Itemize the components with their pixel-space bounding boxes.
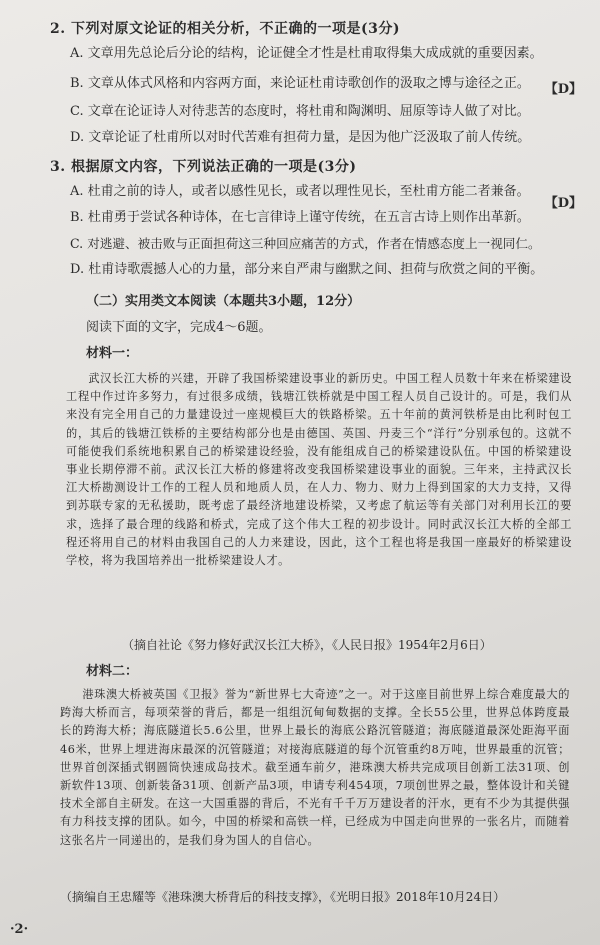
q2-option-b: B. 文章从体式风格和内容两方面，来论证杜甫诗歌创作的汲取之博与途径之正。 — [70, 76, 530, 91]
q3-answer-mark: 【D】 — [544, 196, 582, 211]
q3-option-d: D. 杜甫诗歌震撼人心的力量，部分来自严肃与幽默之间、担荷与欣赏之间的平衡。 — [70, 262, 544, 277]
question-2-stem: 2. 下列对原文论证的相关分析，不正确的一项是(3分) — [50, 21, 400, 37]
q2-option-c: C. 文章在论证诗人对待悲苦的态度时，将杜甫和陶渊明、屈原等诗人做了对比。 — [70, 104, 530, 119]
q2-answer-mark: 【D】 — [544, 82, 582, 97]
q3-option-c: C. 对逃避、被击败与正面担荷这三种回应痛苦的方式，作者在情感态度上一视同仁。 — [70, 236, 541, 251]
material-1-source: （摘自社论《努力修好武汉长江大桥》，《人民日报》1954年2月6日） — [122, 638, 492, 652]
page-number: ·2· — [10, 922, 29, 937]
material-1-label: 材料一： — [86, 346, 139, 361]
q2-option-d: D. 文章论证了杜甫所以对时代苦难有担荷力量，是因为他广泛汲取了前人传统。 — [70, 130, 531, 145]
q3-option-b: B. 杜甫勇于尝试各种诗体，在七言律诗上谨守传统，在五言古诗上则作出革新。 — [70, 210, 530, 225]
section-heading: （二）实用类文本阅读（本题共3小题，12分） — [86, 294, 361, 309]
material-2-label: 材料二： — [86, 664, 139, 679]
section-instruction: 阅读下面的文字，完成4～6题。 — [86, 320, 272, 335]
q3-option-a: A. 杜甫之前的诗人，或者以感性见长，或者以理性见长，至杜甫方能二者兼备。 — [70, 184, 530, 199]
material-2-text: 港珠澳大桥被英国《卫报》誉为“新世界七大奇迹”之一。对于这座目前世界上综合难度最大的跨海大桥而言，每项荣誉的背后，都是一组组沉甸甸数据的支撑。全长55公里，世界总体跨度最长的跨海大桥；海底隧道长5.6公里，世界上最长的海底公路沉管隧道；海底隧道最深处距海平面46米，世界上埋进海床最深的沉管隧道；对接海底隧道的每个沉管重约8万吨，世界最重的沉管；世界首创深插式钢圆筒快速成岛技术。截至通车前夕，港珠澳大桥共完成项目创新工法31项、创新软件13项、创新装备31项、创新产品3项，申请专利454项，7项创世界之最，整体设计和关键技术全部自主研发。在这一大国重器的背后，不光有千千万万建设者的汗水，更有不少为其提供强有力科技支撑的团队。如今，中国的桥梁和高铁一样，已经成为中国走向世界的一张名片，而随着这张名片一同递出的，是我们身为国人的自信心。 — [60, 688, 570, 847]
material-1-text: 武汉长江大桥的兴建，开辟了我国桥梁建设事业的新历史。中国工程人员数十年来在桥梁建设工程中作过许多努力，有过很多成绩，钱塘江铁桥就是中国工程人员自己设计的。可是，我们从来没有完全用自己的力量建设过一座规模巨大的铁路桥梁。五十年前的黄河铁桥是由比利时包工的，其后的钱塘江铁桥的主要结构部分也是由德国、英国、丹麦三个“洋行”分别承包的。这就不可能使我们系统地积累自己的桥梁建设经验，没有能组成自己的桥梁建设队伍。中国的桥梁建设事业长期停滞不前。武汉长江大桥的修建将改变我国桥梁建设事业的面貌。三年来，主持武汉长江大桥勘测设计工作的工程人员和地质人员，在人力、物力、财力上得到国家的大力支持，又得到苏联专家的无私援助，既考虑了最经济地建设桥梁，又考虑了航运等有关部门对利用长江的要求，选择了最合理的线路和桥式，完成了这个伟大工程的初步设计。同时武汉长江大桥的全部工程还将用自己的材料由我国自己的人力来建设，因此，这个工程也将是我国一座最好的桥梁建设学校，将为我国培养出一批桥梁建设人才。 — [66, 372, 572, 568]
material-2-source: （摘编自王忠耀等《港珠澳大桥背后的科技支撑》，《光明日报》2018年10月24日） — [60, 890, 506, 904]
q2-option-a: A. 文章用先总论后分论的结构，论证健全才性是杜甫取得集大成成就的重要因素。 — [70, 46, 543, 61]
question-3-stem: 3. 根据原文内容，下列说法正确的一项是(3分) — [50, 159, 357, 175]
